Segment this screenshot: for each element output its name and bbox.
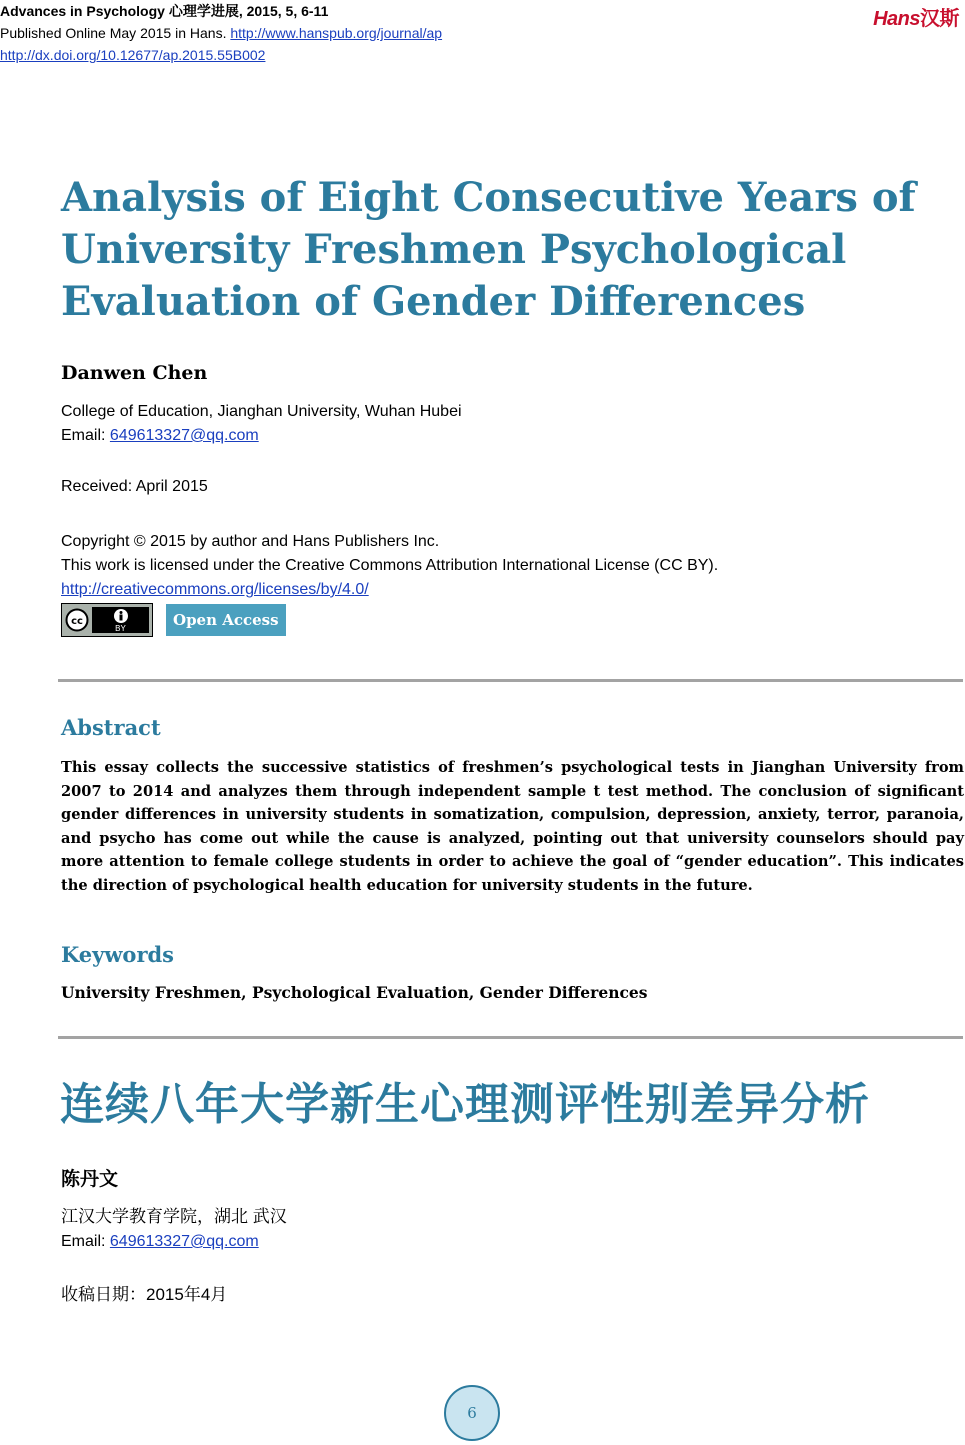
- doi-link[interactable]: http://dx.doi.org/10.12677/ap.2015.55B002: [0, 47, 266, 63]
- chinese-author: 陈丹文: [61, 1168, 119, 1190]
- logo-latin: Hans: [873, 8, 920, 30]
- copyright-block: [61, 530, 718, 602]
- divider-top: [58, 679, 963, 682]
- journal-citation: Advances in Psychology 心理学进展, 2015, 5, 6-11: [0, 3, 329, 19]
- license-url-link[interactable]: http://creativecommons.org/licenses/by/4.0/: [61, 581, 369, 598]
- cc-by-badge[interactable]: [61, 603, 153, 637]
- license-badges: [61, 603, 286, 637]
- keywords-text: University Freshmen, Psychological Evaluation, Gender Differences: [61, 983, 648, 1002]
- email-link[interactable]: 649613327@qq.com: [109, 427, 259, 444]
- email-label: Email:: [61, 427, 110, 444]
- open-access-badge[interactable]: Open Access: [166, 604, 286, 636]
- english-email-line: [61, 424, 462, 448]
- received-date: Received: April 2015: [61, 478, 208, 495]
- abstract-text: This essay collects the successive statistics of freshmen’s psychological tests in Jianghan University from 2007 to 2014 and analyzes them through independent sample t test method. The conclusion of significant gender differences in university students in somatization, compulsion, depression, anxiety, terror, paranoia, and psycho has come out while the cause is analyzed, pointing out that university counselors should pay more attention to female college students in order to achieve the goal of “gender education”. This indicates the direction of psychological health education for university students in the future.: [61, 759, 964, 894]
- chinese-email-line: [61, 1229, 287, 1254]
- logo-chinese: 汉斯: [920, 8, 959, 30]
- divider-bottom: [58, 1036, 963, 1039]
- english-affiliation: College of Education, Jianghan University, Wuhan Hubei: [61, 403, 462, 420]
- english-author: Danwen Chen: [61, 362, 208, 384]
- attribution-icon: [92, 607, 149, 633]
- english-affiliation-block: [61, 400, 462, 448]
- creative-commons-icon: [62, 604, 92, 636]
- journal-url-link[interactable]: http://www.hanspub.org/journal/ap: [230, 25, 443, 41]
- chinese-affiliation-block: [61, 1204, 287, 1254]
- license-line: This work is licensed under the Creative Commons Attribution International License (CC BY).: [61, 557, 719, 574]
- publication-line: [0, 22, 442, 44]
- email-link-cn[interactable]: 649613327@qq.com: [109, 1233, 259, 1250]
- chinese-title: 连续八年大学新生心理测评性别差异分析: [60, 1079, 870, 1130]
- keywords-heading: Keywords: [61, 942, 175, 967]
- published-online-text: Published Online May 2015 in Hans.: [0, 25, 231, 41]
- english-title: Analysis of Eight Consecutive Years of University Freshmen Psychological Evaluation of Gender Differences: [61, 174, 916, 325]
- hans-logo: [873, 2, 959, 31]
- svg-text:cc: cc: [71, 616, 83, 627]
- chinese-received-date: 收稿日期：2015年4月: [61, 1285, 228, 1304]
- by-label: BY: [115, 623, 126, 633]
- email-label-cn: Email:: [61, 1233, 110, 1250]
- abstract-heading: Abstract: [61, 715, 161, 740]
- chinese-affiliation: 江汉大学教育学院，湖北 武汉: [61, 1207, 287, 1226]
- copyright-line: Copyright © 2015 by author and Hans Publishers Inc.: [61, 533, 440, 550]
- page-number: 6: [444, 1385, 500, 1441]
- page-header: [0, 0, 442, 66]
